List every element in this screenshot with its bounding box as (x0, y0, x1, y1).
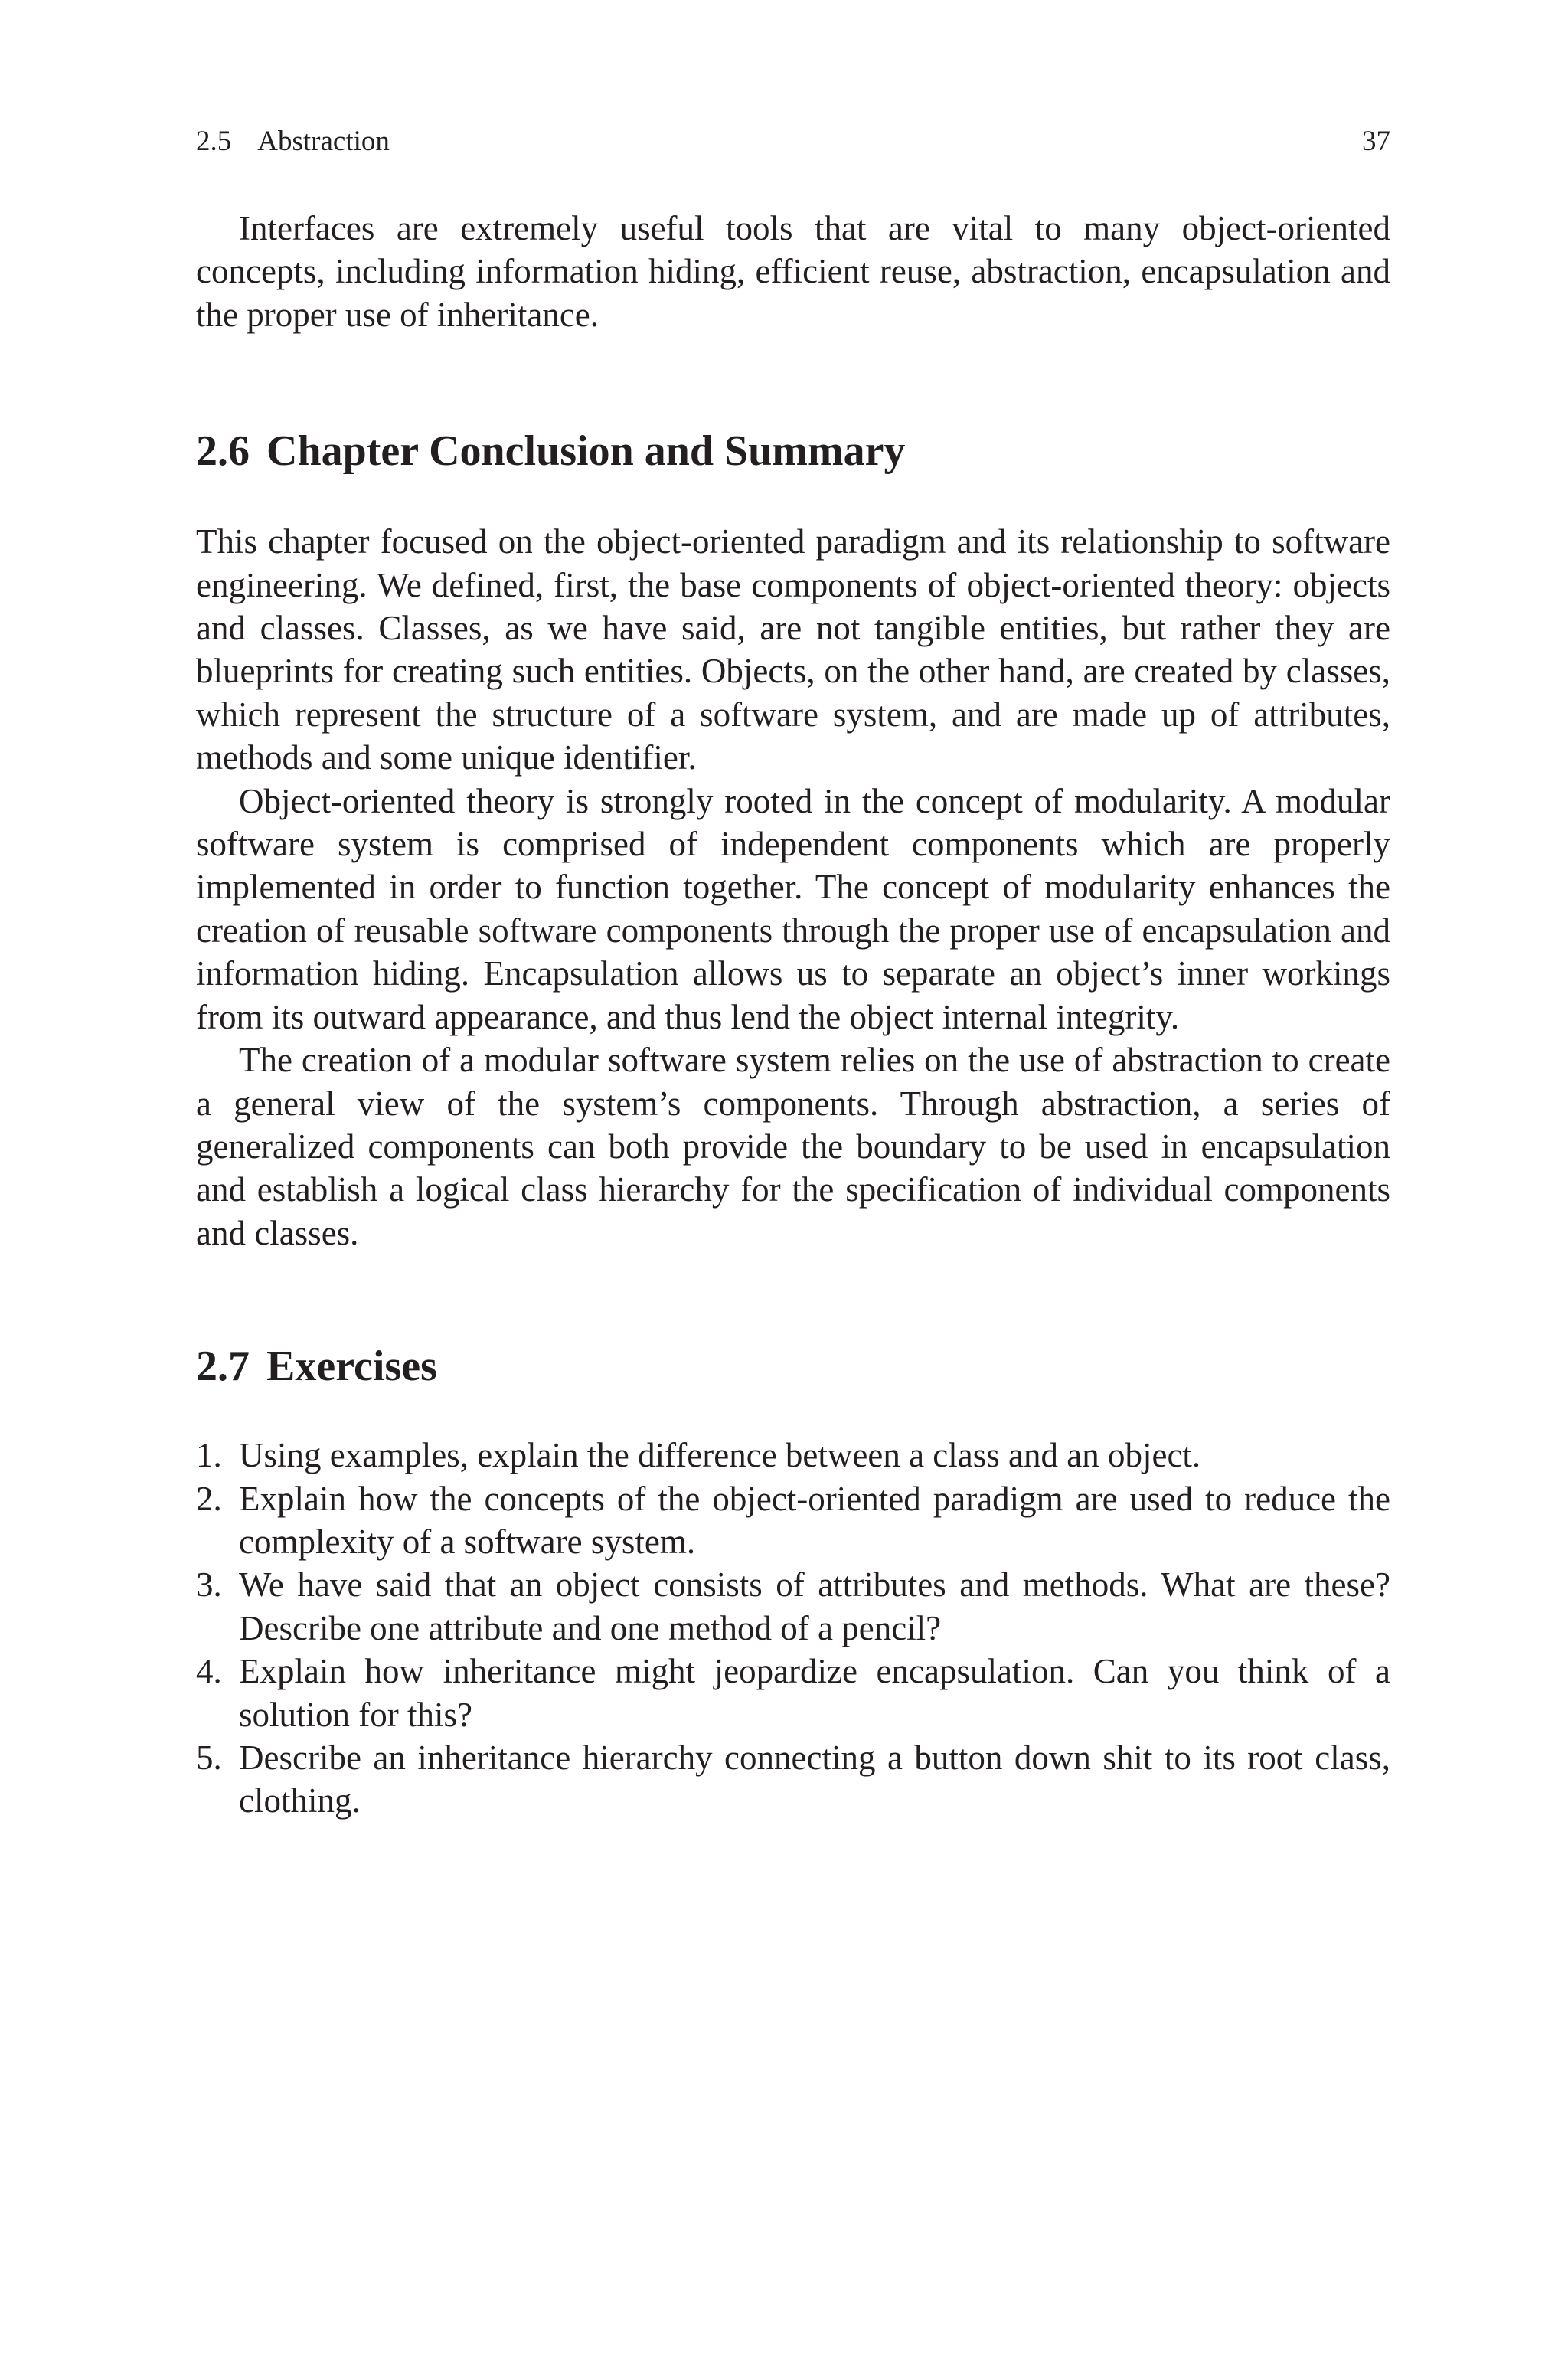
page-content (196, 207, 1390, 1823)
section-number: 2.6 (196, 427, 250, 476)
running-head-section (196, 125, 390, 159)
exercise-item-2 (196, 1477, 1390, 1564)
exercise-item-1 (196, 1434, 1390, 1477)
summary-paragraph-1: This chapter focused on the object-oriented paradigm and its relationship to software engineering. We defined, first, the base components of object-oriented theory: objects and classes. Classes, as we have said, are not tangible entities, but rather they are blueprints for creating such entities. Objects, on the other hand, are created by classes, which represent the structure of a software system, and are made up of attributes, methods and some unique identifier. (196, 522, 1390, 777)
intro-paragraph: Interfaces are extremely useful tools that are vital to many object-oriented concepts, including information hiding, efficient reuse, abstraction, encapsulation and the proper use of inheritance. (196, 209, 1390, 334)
exercise-text: We have said that an object consists of attributes and methods. What are these? Describe one attribute and one method of a pencil? (239, 1565, 1390, 1647)
running-head-section-number: 2.5 (196, 126, 232, 157)
section-number: 2.7 (196, 1343, 250, 1391)
exercise-number: 2. (196, 1479, 222, 1518)
summary-paragraph-2: Object-oriented theory is strongly rooted in the concept of modularity. A modular software system is comprised of independent components which are properly implemented in order to function together. The concept of modularity enhances the creation of reusable software components through the proper use of encapsulation and information hiding. Encapsulation allows us to separate an object’s inner workings from its outward appearance, and thus lend the object internal integrity. (196, 781, 1390, 1036)
exercise-item-5 (196, 1736, 1390, 1823)
running-head-section-title: Abstraction (257, 126, 390, 157)
exercise-number: 3. (196, 1565, 222, 1604)
exercise-text: Using examples, explain the difference between a class and an object. (239, 1436, 1201, 1475)
exercise-text: Explain how inheritance might jeopardize encapsulation. Can you think of a solution for this? (239, 1652, 1390, 1734)
section-title: Exercises (266, 1343, 437, 1391)
section-heading-2-6 (196, 427, 1390, 476)
exercise-item-3 (196, 1563, 1390, 1650)
exercise-number: 4. (196, 1652, 222, 1691)
exercise-number: 1. (196, 1436, 222, 1475)
exercise-text: Explain how the concepts of the object-oriented paradigm are used to reduce the complexity of a software system. (239, 1479, 1390, 1561)
running-head (196, 125, 1390, 159)
page-number: 37 (1362, 126, 1390, 157)
section-title: Chapter Conclusion and Summary (266, 427, 906, 476)
summary-paragraph-3: The creation of a modular software system relies on the use of abstraction to create a general view of the system’s components. Through abstraction, a series of generalized components can both provide the boundary to be used in encapsulation and establish a logical class hierarchy for the specification of individual components and classes. (196, 1041, 1390, 1252)
exercise-text: Describe an inheritance hierarchy connecting a button down shit to its root class, clothing. (239, 1738, 1390, 1820)
exercise-item-4 (196, 1650, 1390, 1736)
section-heading-2-7 (196, 1342, 1390, 1391)
exercise-list (196, 1434, 1390, 1823)
exercise-number: 5. (196, 1738, 222, 1777)
